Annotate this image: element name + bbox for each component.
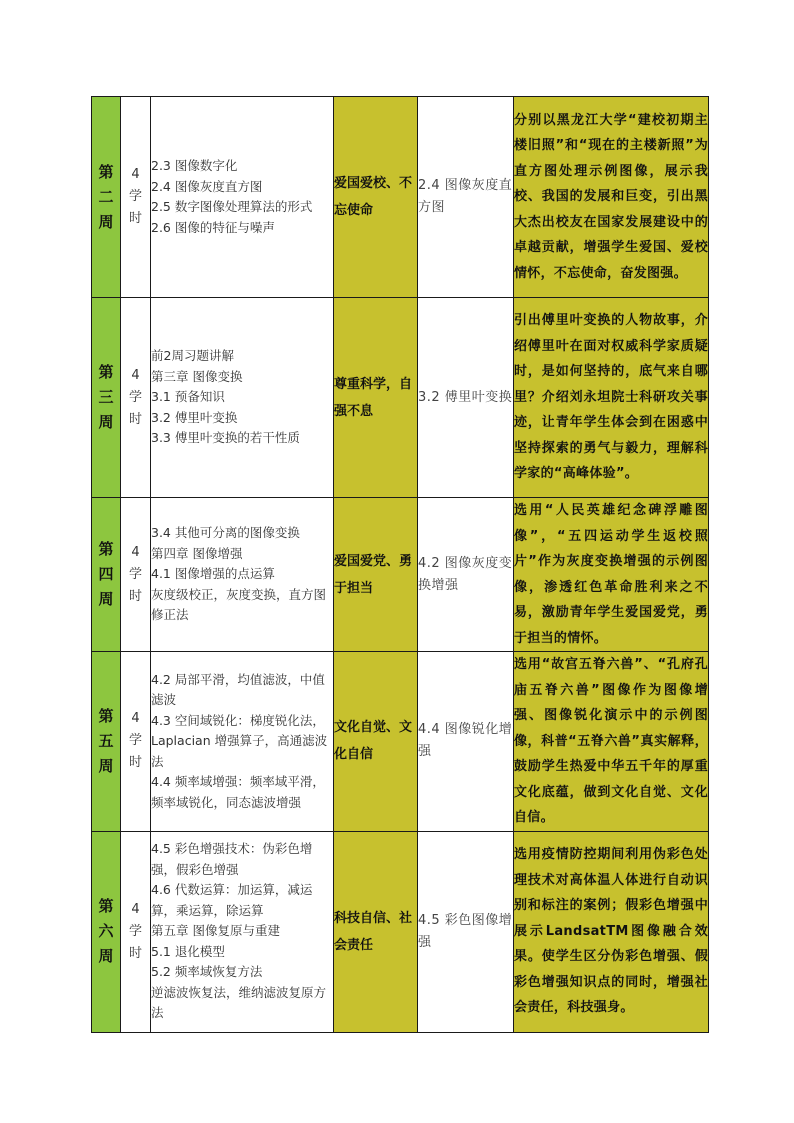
content-line: 4.3 空间域锐化：梯度锐化法，Laplacian 增强算子，高通滤波法 (151, 712, 328, 769)
content-line: 4.4 频率域增强：频率域平滑，频率域锐化，同态滤波增强 (151, 774, 325, 810)
content-line: 前2周习题讲解 (151, 348, 234, 364)
knowledge-point-cell: 2.4 图像灰度直方图 (418, 97, 514, 298)
content-cell (151, 97, 334, 298)
week-cell: 第五周 (92, 652, 121, 832)
course-schedule-table (91, 96, 709, 1033)
table-row (92, 831, 709, 1032)
week-cell: 第四周 (92, 498, 121, 652)
table-row (92, 97, 709, 298)
hours-cell: 4学时 (121, 97, 151, 298)
case-description-cell: 选用疫情防控期间利用伪彩色处理技术对高体温人体进行自动识别和标注的案例；假彩色增强中展示LandsatTM图像融合效果。使学生区分伪彩色增强、假彩色增强知识点的同时，增强社会责任，科技强身。 (514, 831, 709, 1032)
content-line: 灰度级校正，灰度变换，直方图修正法 (151, 586, 327, 623)
content-line: 3.1 预备知识 (151, 389, 225, 405)
week-cell: 第六周 (92, 831, 121, 1032)
table-row (92, 498, 709, 652)
hours-cell: 4学时 (121, 298, 151, 498)
content-line: 4.5 彩色增强技术：伪彩色增强，假彩色增强 (151, 841, 313, 877)
content-cell (151, 652, 334, 832)
ideology-theme-cell: 爱国爱校、不忘使命 (334, 97, 418, 298)
content-cell (151, 831, 334, 1032)
content-line: 2.4 图像灰度直方图 (151, 178, 263, 194)
content-line: 3.3 傅里叶变换的若干性质 (151, 430, 300, 446)
case-description-cell: 分别以黑龙江大学“建校初期主楼旧照”和“现在的主楼新照”为直方图处理示例图像，展示我校、我国的发展和巨变，引出黑大杰出校友在国家发展建设中的卓越贡献，增强学生爱国、爱校情怀，不忘使命，奋发图强。 (514, 97, 709, 298)
case-description-cell: 选用“故宫五脊六兽”、“孔府孔庙五脊六兽”图像作为图像增强、图像锐化演示中的示例图像，科普“五脊六兽”真实解释，鼓励学生热爱中华五千年的厚重文化底蕴，做到文化自觉、文化自信。 (514, 652, 709, 832)
content-line: 2.6 图像的特征与噪声 (151, 219, 275, 235)
table-row (92, 652, 709, 832)
case-description-cell: 选用“人民英雄纪念碑浮雕图像”，“五四运动学生返校照片”作为灰度变换增强的示例图像，渗透红色革命胜利来之不易，激励青年学生爱国爱党，勇于担当的情怀。 (514, 498, 709, 652)
content-line: 2.5 数字图像处理算法的形式 (151, 199, 313, 214)
content-line: 5.2 频率域恢复方法 (151, 964, 263, 980)
hours-cell: 4学时 (121, 652, 151, 832)
content-line: 第三章 图像变换 (151, 368, 243, 384)
content-line: 第四章 图像增强 (151, 545, 243, 561)
content-line: 逆滤波恢复法，维纳滤波复原方法 (151, 984, 327, 1021)
case-description-cell: 引出傅里叶变换的人物故事，介绍傅里叶在面对权威科学家质疑时，是如何坚持的，底气来自哪里？介绍刘永坦院士科研攻关事迹，让青年学生体会到在困惑中坚持探索的勇气与毅力，理解科学家的“高峰体验”。 (514, 298, 709, 498)
content-line: 3.2 傅里叶变换 (151, 409, 238, 425)
content-line: 第五章 图像复原与重建 (151, 923, 280, 939)
content-cell (151, 498, 334, 652)
week-cell: 第三周 (92, 298, 121, 498)
ideology-theme-cell: 尊重科学，自强不息 (334, 298, 418, 498)
knowledge-point-cell: 4.2 图像灰度变换增强 (418, 498, 514, 652)
ideology-theme-cell: 文化自觉、文化自信 (334, 652, 418, 832)
content-line: 5.1 退化模型 (151, 943, 225, 959)
knowledge-point-cell: 4.4 图像锐化增强 (418, 652, 514, 832)
ideology-theme-cell: 爱国爱党、勇于担当 (334, 498, 418, 652)
week-cell: 第二周 (92, 97, 121, 298)
content-line: 2.3 图像数字化 (151, 158, 238, 173)
content-line: 3.4 其他可分离的图像变换 (151, 525, 300, 541)
content-cell (151, 298, 334, 498)
knowledge-point-cell: 3.2 傅里叶变换 (418, 298, 514, 498)
content-line: 4.2 局部平滑，均值滤波，中值滤波 (151, 671, 325, 707)
hours-cell: 4学时 (121, 831, 151, 1032)
table-row (92, 298, 709, 498)
ideology-theme-cell: 科技自信、社会责任 (334, 831, 418, 1032)
content-line: 4.6 代数运算：加运算，减运算，乘运算，除运算 (151, 882, 313, 918)
hours-cell: 4学时 (121, 498, 151, 652)
knowledge-point-cell: 4.5 彩色图像增强 (418, 831, 514, 1032)
content-line: 4.1 图像增强的点运算 (151, 566, 275, 582)
